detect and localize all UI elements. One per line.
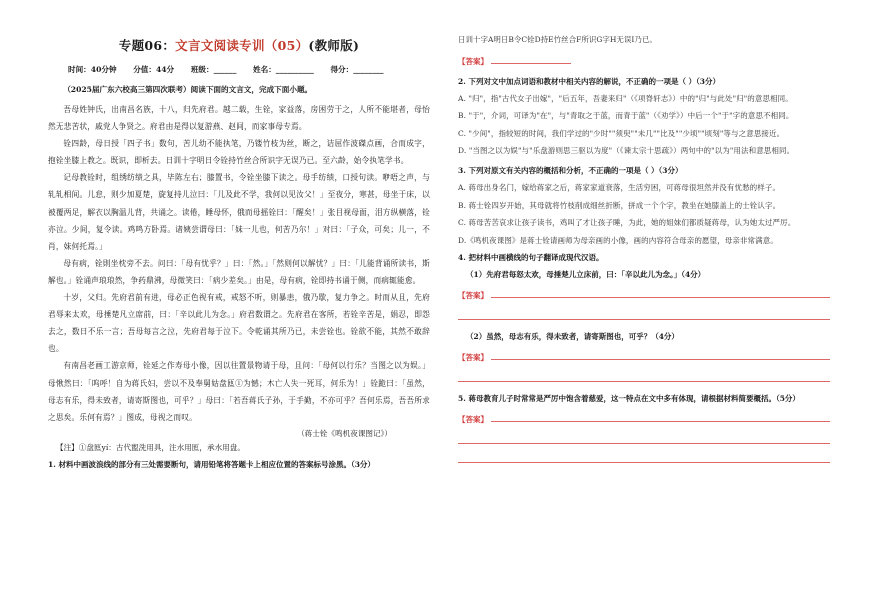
answer-blank-line[interactable] [458,301,830,320]
q2-option-c: C. "少间"，指较短的时间，我们学过的"少时""须臾""未几""比及""少顷""顷刻"等与之意思接近。 [458,128,785,138]
answer-rule [491,63,571,64]
answer-line-q5[interactable] [458,407,830,425]
q2-option-b: B. "于"，介词，可译为"在"，与"青取之于蓝，而青于蓝"（《劝学》）中后一个"于"字的意思不相同。 [458,111,794,121]
passage-source: （蒋士铨《鸣机夜课图记》） [297,428,392,438]
question-1-options: 日训十字A明日B令C铨D持E竹丝合F所识G字H无误I乃已。 [458,35,657,44]
q3-option-c: C. 蒋母苦苦哀求让孩子读书，鸡叫了才让孩子睡，为此，她的姐妹们都质疑蒋母，认为她太过严厉。 [458,218,796,228]
name-field[interactable]: 姓名：__________ [253,65,314,74]
answer-tag: 【答案】 [458,291,488,301]
score-field[interactable]: 得分：________ [330,65,384,74]
passage-paragraph-3: 记母教铨时，组绣纺绩之具，毕陈左右；膝置书，令铨坐膝下读之。母手纺绩，口授句读。咿唔之声，与轧轧相间。儿怠，则少加夏楚，旋复持儿泣曰：「儿及此不学，我何以见汝父！」至夜分，寒甚，母坐于床，以被覆两足，解衣以胸温儿背，共诵之。读倦，睡母怀，俄而母摇铨曰：「醒矣！」张目视母面，泪方纵横落，铨亦泣。少间，复令读。鸡鸣方卧焉。诸姨尝谓母曰：「妹一儿也，何苦乃尔！」对曰：「子众，可矣；儿一，不肖，妹何托焉。」 [48,173,430,251]
answer-tag: 【答案】 [458,415,488,425]
answer-blank-line[interactable] [458,363,830,382]
q2-option-a: A. "归"，指"古代女子出嫁"，"后五年，吾妻来归"（《项脊轩志》）中的"归"与此处"归"的意思相同。 [458,93,793,103]
footnote: 【注】①盘匜yí：古代盥洗用具，注水用匜，承水用盘。 [56,442,245,452]
page-title: 专题06：文言文阅读专训（05）(教师版) [118,38,360,53]
question-1-stem: 1. 材料中画波浪线的部分有三处需要断句，请用铅笔将答题卡上相应位置的答案标号涂黑。（3分） [48,459,375,469]
q3-option-d: D.《鸣机夜课图》是蒋士铨请画师为母亲画的小像，画的内容符合母亲的愿望，母亲非常满意。 [458,235,778,245]
q4-sentence-2: （2）虽然，母志有乐，得未致者，请寄斯图也，可乎？（4分） [466,332,679,342]
q3-option-b: B. 蒋士铨四岁开始，其母就将竹枝削成细丝折断，拼成一个个字，教坐在她膝盖上的士铨认字。 [458,200,781,210]
passage-paragraph-1: 吾母姓钟氏，出南昌名族，十八，归先府君。越二载，生铨，家益落，房困劳于之，人所不能堪者，母怡然无悲苦状，戚党人争贤之。府君由是得以复游燕、赵间，而家事母专焉。 [48,105,430,132]
time-limit: 时间：40分钟 [68,65,117,74]
answer-tag: 【答案】 [458,353,488,363]
question-2-stem: 2. 下列对文中加点词语和教材中相关内容的解说，不正确的一项是（ ）（3分） [458,76,721,86]
answer-line-q4-2[interactable] [458,345,830,363]
class-field[interactable]: 班级：______ [190,65,237,74]
right-column [458,34,830,463]
answer-line-q1[interactable] [458,49,830,67]
answer-blank-line[interactable] [458,444,830,463]
passage-paragraph-2: 铨四龄，母日授「四子书」数句，苦儿幼不能执笔，乃镂竹枝为丝，断之，诘屈作波磔点画，合而成字，抱铨坐膝上教之。既识，即析去。日训十字明日令铨持竹丝合所识字无误乃已。至六龄，始令执笔学书。 [48,139,430,166]
q3-option-a: A. 蒋母出身名门，嫁给蒋家之后，蒋家家道衰落，生活穷困，可蒋母很坦然并没有忧愁的样子。 [458,182,781,192]
answer-rule [491,359,830,360]
answer-rule [491,297,830,298]
answer-blank-line[interactable] [458,425,830,444]
q4-sentence-1: （1）先府君每怒太欢，母捶楚儿立床前，曰：「辛以此儿为念。」（4分） [466,270,706,280]
question-4-stem: 4. 把材料中画横线的句子翻译成现代汉语。 [458,253,604,263]
reading-instructions: （2025届广东六校高三第四次联考）阅读下面的文言文，完成下面小题。 [63,85,313,94]
answer-tag: 【答案】 [458,56,488,66]
question-5-stem: 5. 蒋母教育儿子时常常是严厉中饱含着慈爱，这一特点在文中多有体现，请根据材料简要概括。（5分） [458,394,800,404]
question-3-stem: 3. 下列对原文有关内容的概括和分析，不正确的一项是（ ）（3分） [458,165,683,175]
answer-line-q4-1[interactable] [458,283,830,301]
passage-paragraph-4: 母有病，铨則坐枕旁不去。问曰：「母有忧乎？」曰：「然。」「然则何以解忧？」曰：「儿能背诵所读书，斯解也。」铨诵声琅琅然，争药鼎沸，母微笑曰：「病少差矣。」由是，母有病，铨即持书诵于侧，而病辄能愈。 [48,258,430,285]
left-column [48,34,430,474]
passage-paragraph-6: 有南昌老画工游京师，铨延之作寿母小像，因以往置景物请于母，且问：「母何以行乐？当图之以为娱。」母愀然曰：「呜呼！自为蒋氏妇，尝以不及奉舅姑盘匜①为憾；木亡人失一死耳，何乐为！」铨跪曰：「虽然，母志有乐，得未致者，请寄斯图也，可乎？」母曰：「若吾蒋氏子孙，于手勤，不亦可乎？吾何乐焉，吾吾所求之思矣。乐何有焉？」图成，母视之而叹。 [48,361,430,422]
q2-option-d: D. "当图之以为娱"与"乐盘游则思三驱以为度"（《谏太宗十思疏》）两句中的"以为"用法和意思相同。 [458,146,795,156]
passage-paragraph-5: 十岁，父归。先府君前有进，母必正色视有戒，戒怒不听，则暴恚，俄乃歇，复力争之。时而从且，先府君辱来太欢，母捶楚凡立席前，曰：「辛以此儿为念。」府君数谓之。先府君在客所，若铨辛苦是，娟忍，即怨去之，数日不乐一言；吾母每言之泣，先府君每于泣下。令乾诵其所乃已，未尝铨也。铨欲不能，其然不敢辞也。 [48,293,430,354]
score-total: 分值：44分 [133,65,175,74]
meta-line [68,64,430,75]
answer-rule [491,421,830,422]
